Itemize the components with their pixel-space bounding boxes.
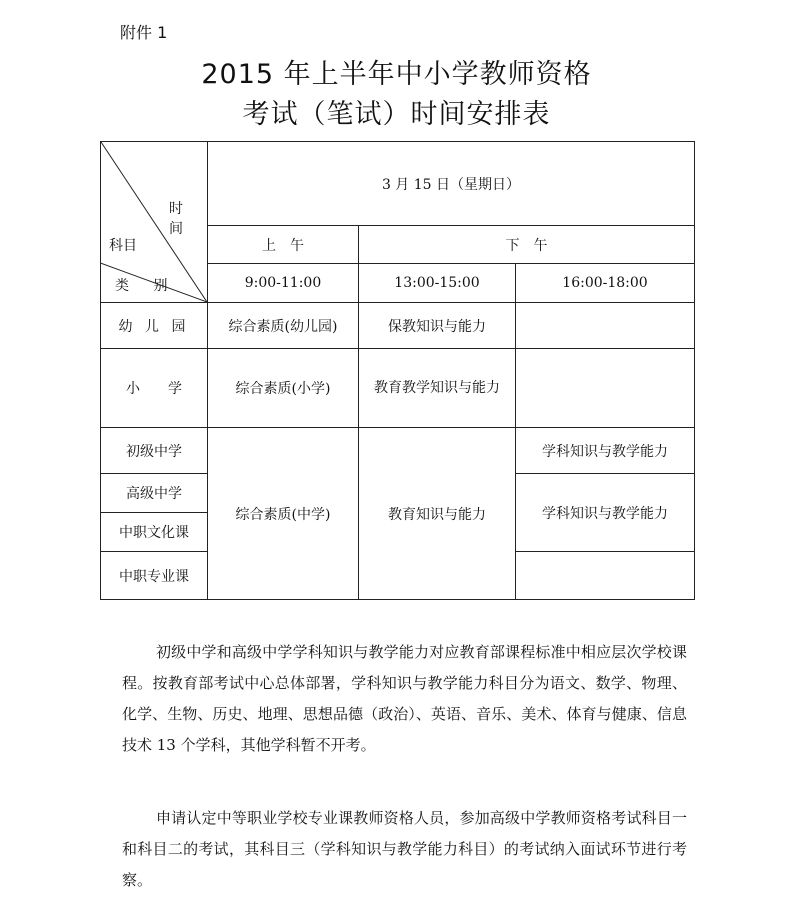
exam-schedule-table [100, 141, 695, 600]
primary-slot-3 [516, 349, 695, 428]
page-title-line2: 考试（笔试）时间安排表 [242, 99, 551, 130]
category-vocational-specialty: 中职专业课 [101, 552, 208, 600]
category-vocational-culture: 中职文化课 [101, 513, 208, 552]
vocational-specialty-slot-3 [516, 552, 695, 600]
table-row [101, 428, 695, 474]
header-date: 3 月 15 日（星期日） [208, 142, 695, 226]
header-slot-1: 9:00-11:00 [208, 264, 359, 303]
page-title-line1: 2015 年上半年中小学教师资格 [201, 59, 592, 90]
category-primary: 小 学 [101, 349, 208, 428]
header-morning: 上 午 [208, 226, 359, 264]
note-paragraph-1: 初级中学和高级中学学科知识与教学能力对应教育部课程标准中相应层次学校课程。按教育部考试中心总体部署，学科知识与教学能力科目分为语文、数学、物理、化学、生物、历史、地理、思想品德（政治）、英语、音乐、美术、体育与健康、信息技术 13 个学科，其他学科暂不开考。 [122, 643, 687, 754]
kindergarten-slot-1: 综合素质(幼儿园) [208, 303, 359, 349]
attachment-label: 附件 1 [120, 23, 168, 42]
table-row [101, 142, 695, 226]
header-time-label: 时 间 [169, 201, 193, 237]
secondary-slot-2: 教育知识与能力 [359, 428, 516, 600]
senior-high-slot-3: 学科知识与教学能力 [516, 474, 695, 552]
category-junior-high: 初级中学 [101, 428, 208, 474]
header-slot-2: 13:00-15:00 [359, 264, 516, 303]
table-row [101, 303, 695, 349]
header-corner-cell [101, 142, 208, 303]
kindergarten-slot-2: 保教知识与能力 [359, 303, 516, 349]
header-afternoon: 下 午 [359, 226, 695, 264]
table-row [101, 349, 695, 428]
note-paragraph-2: 申请认定中等职业学校专业课教师资格人员，参加高级中学教师资格考试科目一和科目二的考试，其科目三（学科知识与教学能力科目）的考试纳入面试环节进行考察。 [122, 809, 687, 889]
primary-slot-2: 教育教学知识与能力 [359, 349, 516, 428]
junior-high-slot-3: 学科知识与教学能力 [516, 428, 695, 474]
category-senior-high: 高级中学 [101, 474, 208, 513]
header-subject-label: 科目 [109, 238, 137, 254]
header-category-label: 类 别 [115, 278, 178, 294]
kindergarten-slot-3 [516, 303, 695, 349]
primary-slot-1: 综合素质(小学) [208, 349, 359, 428]
secondary-slot-1: 综合素质(中学) [208, 428, 359, 600]
header-slot-3: 16:00-18:00 [516, 264, 695, 303]
category-kindergarten: 幼 儿 园 [101, 303, 208, 349]
